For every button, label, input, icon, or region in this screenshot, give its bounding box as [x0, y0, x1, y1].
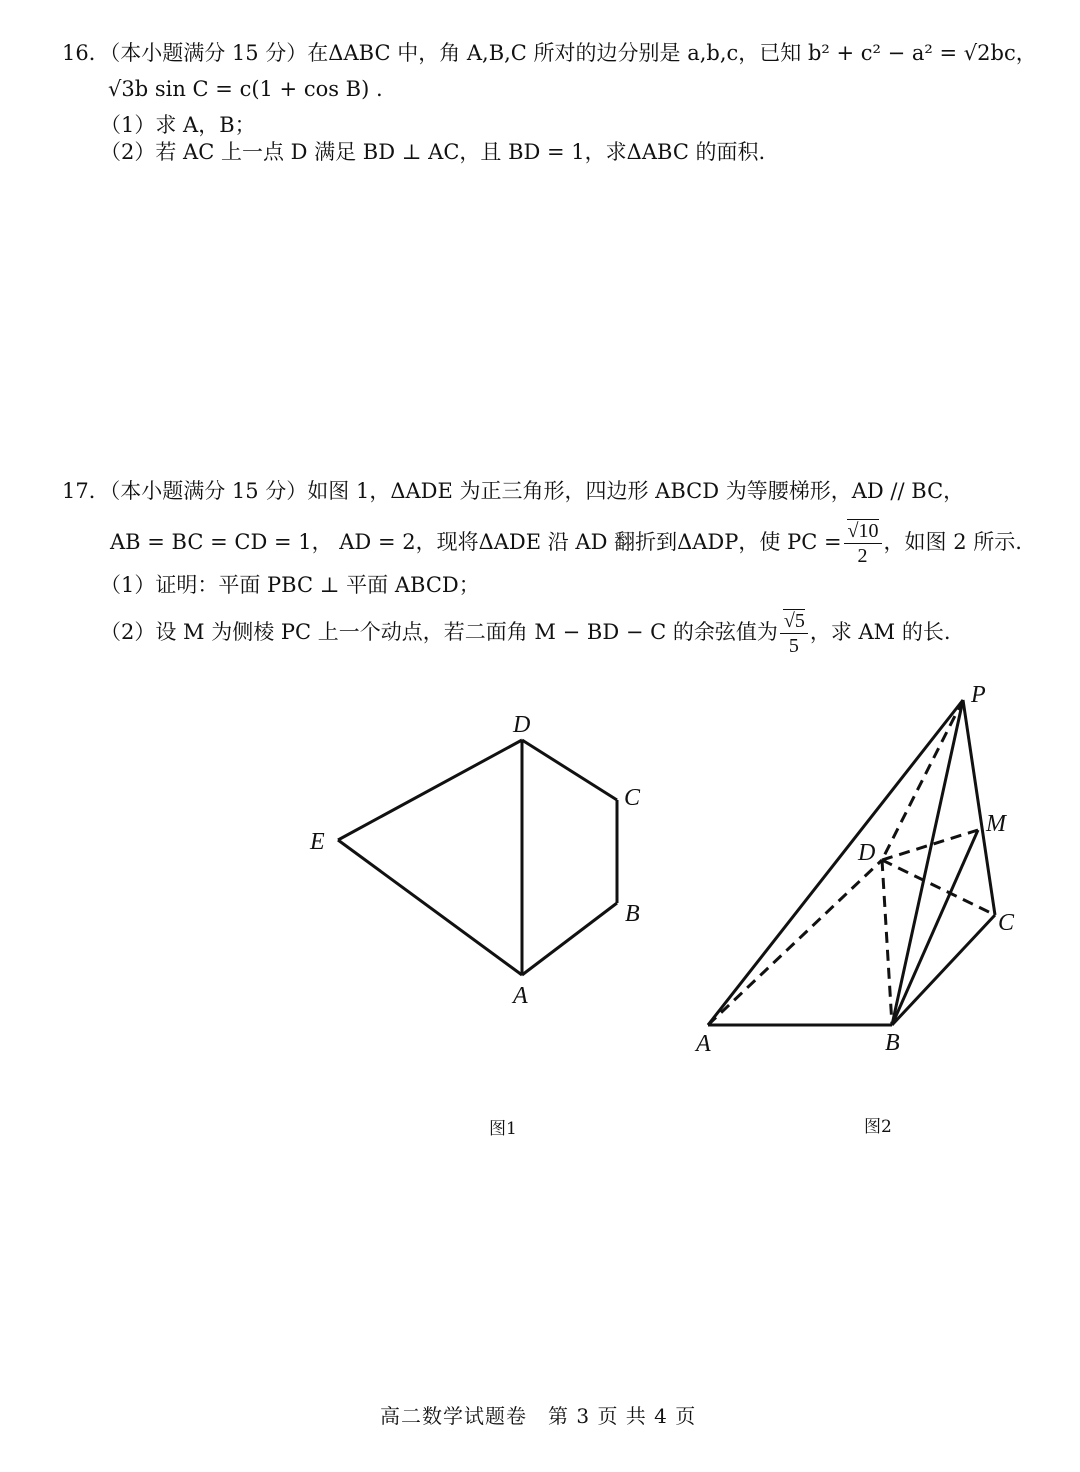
fig1-label-C: C — [624, 785, 641, 811]
fig2-edge-DB — [882, 860, 892, 1025]
fig2-edge-PA — [708, 700, 963, 1025]
fig2-edge-DM — [882, 830, 978, 860]
figure-2-caption: 图2 — [864, 1117, 892, 1137]
q16-line1: 16．（本小题满分 15 分）在ΔABC 中，角 A,B,C 所对的边分别是 a,b,c，已知 b² + c² − a² = √2bc， — [62, 41, 1037, 65]
fig2-label-M: M — [986, 811, 1006, 837]
fig2-label-P: P — [971, 682, 986, 708]
cos-fraction-num: √5 — [783, 610, 805, 632]
page-footer: 高二数学试题卷 第 3 页 共 4 页 — [380, 1404, 697, 1428]
q17-line2 — [110, 514, 1022, 570]
q17-line2-b: ，如图 2 所示. — [883, 530, 1022, 554]
fig2-edge-DC — [882, 860, 995, 915]
fig2-edge-PC — [963, 700, 995, 915]
q17-part1: （1）证明：平面 PBC ⊥ 平面 ABCD； — [100, 573, 480, 597]
pc-fraction-num: √10 — [847, 520, 879, 542]
fig2-edge-AD — [708, 860, 882, 1025]
fig1-edge-DC — [522, 740, 617, 800]
fig2-label-B: B — [885, 1030, 900, 1056]
q16-part2: （2）若 AC 上一点 D 满足 BD ⊥ AC，且 BD = 1，求ΔABC 的面积. — [100, 140, 766, 164]
fig1-label-A: A — [513, 983, 528, 1009]
fig1-edge-ED — [338, 740, 522, 840]
fig2-label-D: D — [858, 840, 876, 866]
q17-line2-a: AB = BC = CD = 1， AD = 2，现将ΔADE 沿 AD 翻折到ΔADP，使 PC = — [110, 530, 842, 554]
fig1-label-D: D — [513, 712, 531, 738]
pc-fraction — [844, 519, 882, 568]
fig1-edge-BA — [522, 903, 617, 975]
fig1-label-B: B — [625, 901, 640, 927]
cos-fraction-den: 5 — [788, 635, 799, 657]
fig2-label-A: A — [696, 1031, 711, 1057]
q17-part2-b: ，求 AM 的长. — [809, 620, 951, 644]
q17-line1: 17．（本小题满分 15 分）如图 1，ΔADE 为正三角形，四边形 ABCD 为等腰梯形，AD // BC， — [62, 479, 965, 503]
cos-fraction — [780, 609, 808, 658]
fig2-label-C: C — [998, 910, 1015, 936]
fig2-edge-BM — [892, 830, 978, 1025]
fig1-edge-EA — [338, 840, 522, 975]
figure-1-caption: 图1 — [489, 1119, 517, 1139]
q17-part2 — [100, 604, 951, 660]
pc-fraction-den: 2 — [857, 545, 868, 567]
q16-part1: （1）求 A，B； — [100, 113, 256, 137]
fig2-edge-BC — [892, 915, 995, 1025]
q16-line2: √3b sin C = c(1 + cos B) . — [108, 77, 383, 101]
fig2-edge-PB — [892, 700, 963, 1025]
fig2-edge-PD — [882, 700, 963, 860]
q17-part2-a: （2）设 M 为侧棱 PC 上一个动点，若二面角 M − BD − C 的余弦值为 — [100, 620, 778, 644]
fig1-label-E: E — [310, 829, 325, 855]
